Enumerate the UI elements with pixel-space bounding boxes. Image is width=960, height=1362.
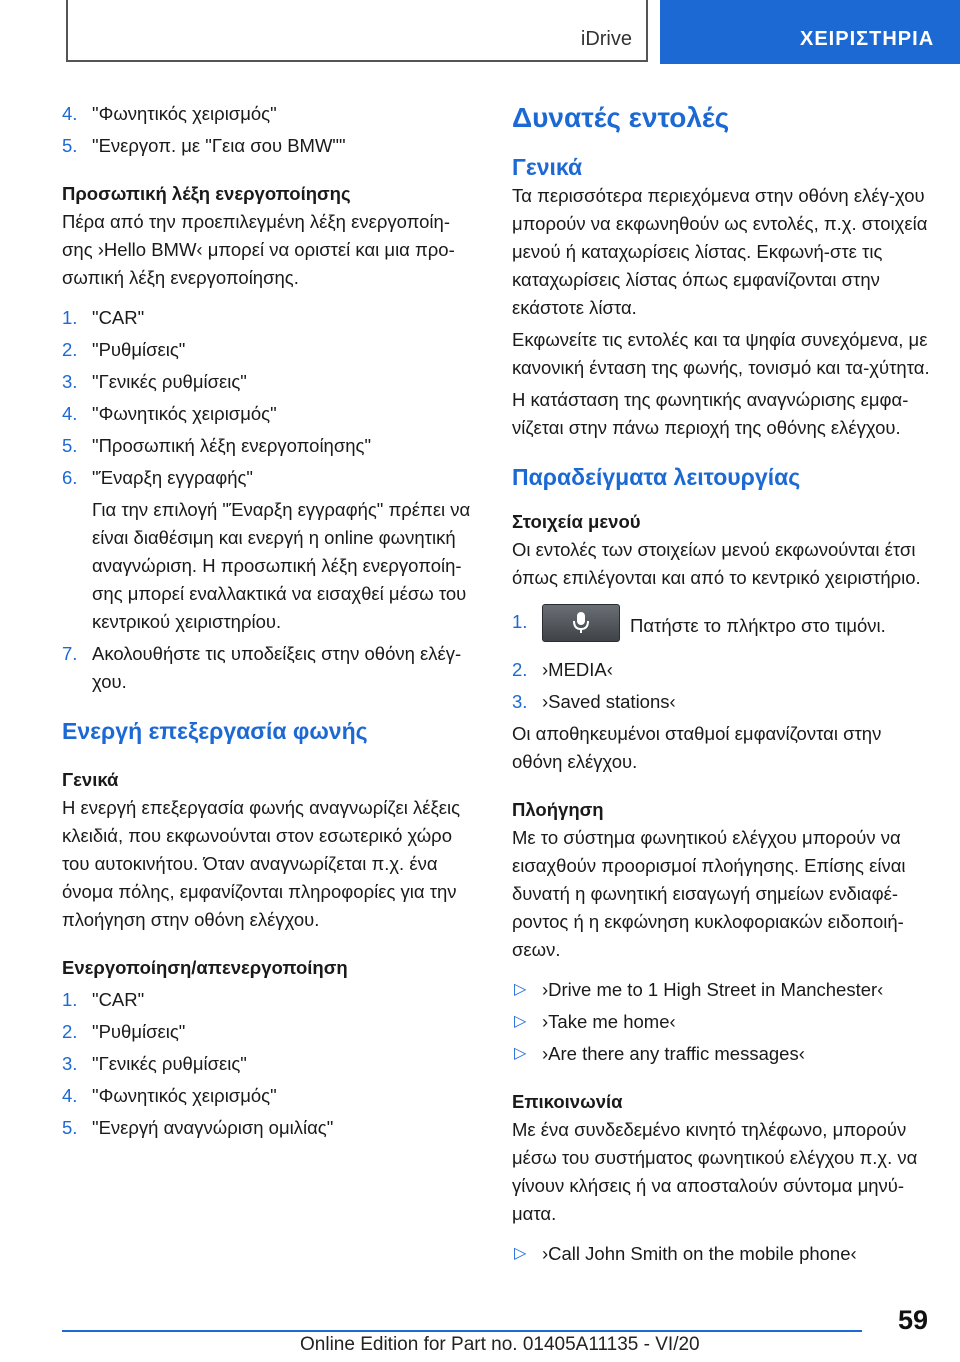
- example-text: ›Take me home‹: [542, 1011, 676, 1032]
- step-number: 1.: [512, 611, 528, 632]
- step-text: Πατήστε το πλήκτρο στο τιμόνι.: [630, 614, 886, 636]
- general-paragraph: Η ενεργή επεξεργασία φωνής αναγνωρίζει λέξεις κλειδιά, που εκφωνούνται στον εσωτερικό χώρο του αυτοκινήτου. Όταν αναγνωρίζεται π.χ. ένα όνομα πόλης, εμφανίζονται πληροφορίες για την πλοήγηση στην οθόνη ελέγχου.: [62, 797, 461, 930]
- step-text: "Ρυθμίσεις": [92, 339, 186, 360]
- menu-items-paragraph: Οι εντολές των στοιχείων μενού εκφωνούνται έτσι όπως επιλέγονται και από το κεντρικό χειριστήριο.: [512, 539, 921, 588]
- personal-steps-list: [62, 304, 480, 696]
- step-text: "Γενικές ρυθμίσεις": [92, 1053, 247, 1074]
- list-item: [62, 132, 480, 160]
- step-text: "Ενεργοπ. με "Γεια σου BMW"": [92, 135, 346, 156]
- list-item: [62, 1050, 480, 1078]
- step-number: 5.: [62, 1117, 78, 1138]
- personal-word-paragraph: Πέρα από την προεπιλεγμένη λέξη ενεργοποίη-σης ›Hello BMW‹ μπορεί να οριστεί και μια προ-σωπική λέξη ενεργοποίησης.: [62, 211, 455, 288]
- menu-steps-list: [512, 608, 930, 716]
- list-item: [62, 986, 480, 1014]
- step-text: "Γενικές ρυθμίσεις": [92, 371, 247, 392]
- triangle-bullet-icon: ▷: [514, 981, 527, 998]
- general-heading: Γενικά: [512, 154, 583, 180]
- step-number: 1.: [62, 989, 78, 1010]
- step-number: 2.: [62, 1021, 78, 1042]
- list-item: [62, 100, 480, 128]
- list-item: [62, 400, 480, 428]
- footer-edition: Online Edition for Part no. 01405A11135 - VI/20: [300, 1334, 700, 1355]
- step-text: ›Saved stations‹: [542, 691, 676, 712]
- list-item: [512, 1240, 930, 1268]
- communication-examples-list: [512, 1240, 930, 1268]
- list-item: [512, 688, 930, 716]
- list-item: [512, 1008, 930, 1036]
- menu-items-heading: Στοιχεία μενού: [512, 511, 641, 532]
- toggle-heading: Ενεργοποίηση/απενεργοποίηση: [62, 957, 348, 978]
- step-text: "CAR": [92, 307, 145, 328]
- step-text: "CAR": [92, 989, 145, 1010]
- general-paragraph-2: Εκφωνείτε τις εντολές και τα ψηφία συνεχόμενα, με κανονική ένταση της φωνής, τονισμό και τα-χύτητα.: [512, 329, 930, 378]
- step-text: "Φωνητικός χειρισμός": [92, 403, 277, 424]
- general-subheading: Γενικά: [62, 769, 119, 790]
- step-text: "Φωνητικός χειρισμός": [92, 103, 277, 124]
- microphone-button-icon: [542, 604, 620, 642]
- list-item: [512, 1040, 930, 1068]
- page-number: 59: [897, 1305, 928, 1335]
- step-number: 4.: [62, 103, 78, 124]
- step-number: 3.: [512, 691, 528, 712]
- toggle-steps-list: [62, 986, 480, 1142]
- navigation-heading: Πλοήγηση: [512, 799, 604, 820]
- general-paragraph-1: Τα περισσότερα περιεχόμενα στην οθόνη ελέγ-χου μπορούν να εκφωνηθούν ως εντολές, π.χ. στοιχεία μενού ή καταχωρίσεις λίστας. Εκφωνή-στε τις καταχωρίσεις λίστας όπως εμφανίζονται στην εκάστοτε λίστα.: [512, 185, 928, 318]
- step-text: "Προσωπική λέξη ενεργοποίησης": [92, 435, 372, 456]
- step-number: 4.: [62, 1085, 78, 1106]
- navigation-examples-list: [512, 976, 930, 1068]
- step-number: 1.: [62, 307, 78, 328]
- step-number: 6.: [62, 467, 78, 488]
- list-item: [62, 464, 480, 636]
- communication-heading: Επικοινωνία: [512, 1091, 623, 1112]
- step-number: 5.: [62, 435, 78, 456]
- chapter-tab[interactable]: ΧΕΙΡΙΣΤΗΡΙΑ: [660, 0, 960, 64]
- left-column: [62, 100, 480, 1146]
- list-item: [62, 1114, 480, 1142]
- list-item: [62, 336, 480, 364]
- step-number: 3.: [62, 371, 78, 392]
- step-number: 4.: [62, 403, 78, 424]
- step-text: Ακολουθήστε τις υποδείξεις στην οθόνη ελέγ-χου.: [92, 643, 462, 692]
- section-title: iDrive: [580, 28, 632, 50]
- triangle-bullet-icon: ▷: [514, 1013, 527, 1030]
- example-text: ›Are there any traffic messages‹: [542, 1043, 805, 1064]
- step-text: "Έναρξη εγγραφής": [92, 467, 253, 488]
- general-paragraph-3: Η κατάσταση της φωνητικής αναγνώρισης εμφα-νίζεται στην πάνω περιοχή της οθόνης ελέγχου.: [512, 389, 909, 438]
- examples-heading: Παραδείγματα λειτουργίας: [512, 464, 801, 490]
- possible-commands-title: Δυνατές εντολές: [512, 102, 730, 133]
- step-text: "Ενεργή αναγνώριση ομιλίας": [92, 1117, 334, 1138]
- step-note: Για την επιλογή "Έναρξη εγγραφής" πρέπει να είναι διαθέσιμη και ενεργή η online φωνητική αναγνώριση. Η προσωπική λέξη ενεργοποίη-σης μπορεί εναλλακτικά να εισαχθεί μέσω του κεντρικού χειριστηρίου.: [92, 499, 471, 632]
- top-list: [62, 100, 480, 160]
- example-text: ›Drive me to 1 High Street in Manchester‹: [542, 979, 884, 1000]
- step-number: 2.: [62, 339, 78, 360]
- right-column: [512, 100, 930, 1272]
- step-text: ›MEDIA‹: [542, 659, 613, 680]
- step-number: 7.: [62, 643, 78, 664]
- list-item: [62, 1018, 480, 1046]
- communication-paragraph: Με ένα συνδεδεμένο κινητό τηλέφωνο, μπορούν μέσω του συστήματος φωνητικού ελέγχου π.χ. να γίνουν κλήσεις ή να αποσταλούν σύντομα μηνύ-ματα.: [512, 1119, 918, 1224]
- triangle-bullet-icon: ▷: [514, 1045, 527, 1062]
- navigation-paragraph: Με το σύστημα φωνητικού ελέγχου μπορούν να εισαχθούν προορισμοί πλοήγησης. Επίσης είναι δυνατή η φωνητική εισαγωγή σημείων ενδιαφέ-ροντος ή η εκφώνηση κυκλοφοριακών ειδοποιή-σεων.: [512, 827, 906, 960]
- list-item: [62, 640, 480, 696]
- step-text: "Φωνητικός χειρισμός": [92, 1085, 277, 1106]
- list-item: [62, 368, 480, 396]
- list-item: [62, 432, 480, 460]
- step-text: "Ρυθμίσεις": [92, 1021, 186, 1042]
- active-speech-heading: Ενεργή επεξεργασία φωνής: [62, 718, 368, 744]
- step-number: 3.: [62, 1053, 78, 1074]
- personal-word-heading: Προσωπική λέξη ενεργοποίησης: [62, 183, 351, 204]
- footer-divider: [62, 1330, 862, 1332]
- header-frame: [66, 0, 648, 62]
- list-item: [62, 1082, 480, 1110]
- step-number: 5.: [62, 135, 78, 156]
- list-item: [512, 608, 930, 646]
- step-number: 2.: [512, 659, 528, 680]
- list-item: [512, 976, 930, 1004]
- menu-result-paragraph: Οι αποθηκευμένοι σταθμοί εμφανίζονται στην οθόνη ελέγχου.: [512, 723, 882, 772]
- example-text: ›Call John Smith on the mobile phone‹: [542, 1243, 857, 1264]
- list-item: [512, 656, 930, 684]
- triangle-bullet-icon: ▷: [514, 1245, 527, 1262]
- list-item: [62, 304, 480, 332]
